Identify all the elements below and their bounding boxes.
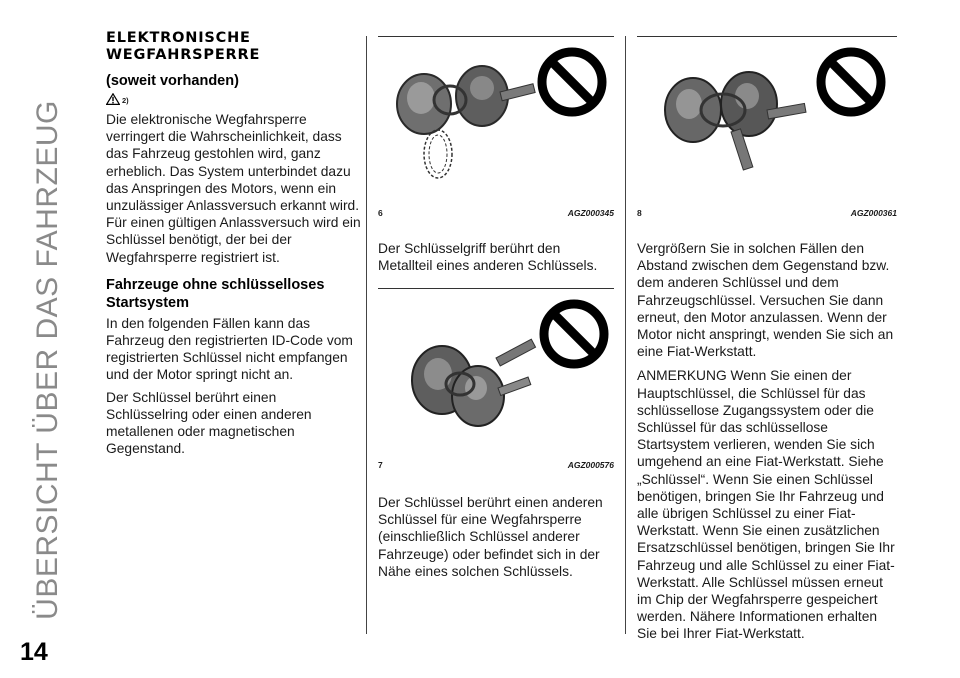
figure-7-text	[378, 494, 614, 587]
figure-number: 7	[378, 460, 383, 470]
paragraph: Der Schlüssel berührt einen Schlüsselring oder einen anderen metallenen oder magnetischen Gegenstand.	[106, 389, 312, 457]
subheading: (soweit vorhanden)	[106, 73, 239, 89]
paragraph: Der Schlüsselgriff berührt den Metallteil eines anderen Schlüssels.	[378, 241, 598, 274]
column-right-text	[637, 240, 899, 650]
figure-6-text	[378, 240, 614, 281]
warning-ref-number: 2)	[122, 96, 129, 105]
section-side-title: ÜBERSICHT ÜBER DAS FAHRZEUG	[31, 100, 64, 620]
figure-top-rule	[378, 36, 614, 37]
paragraph: Der Schlüssel berührt einen anderen Schlüssel für eine Wegfahrsperre (einschließlich Schlüssel anderer Fahrzeuge) oder befindet sich in der Nähe eines solchen Schlüssels.	[378, 495, 603, 579]
heading-line: WEGFAHRSPERRE	[106, 47, 261, 63]
paragraph: Die elektronische Wegfahrsperre verringert die Wahrscheinlichkeit, dass das Fahrzeug gestohlen wird, ganz erheblich. Das System unterbindet dazu das Anspringen des Motors, wenn ein unzulässiger Anlassversuch erkannt wird. Für einen gültigen Anlassversuch wird ein Schlüssel benötigt, der bei der Wegfahrsperre registriert ist.	[106, 112, 361, 265]
figure-caption	[637, 208, 897, 222]
figure-caption	[378, 208, 614, 222]
figure-top-rule	[637, 36, 897, 37]
column-divider	[625, 36, 626, 634]
figure-code: AGZ000576	[567, 460, 614, 470]
warning-triangle-icon	[106, 93, 120, 105]
paragraph: ANMERKUNG Wenn Sie einen der Hauptschlüssel, die Schlüssel für das schlüssellose Zugangssystem oder die Schlüssel für das schlüssellose Startsystem verlieren, wenden Sie sich umgehend an eine Fiat-Werkstatt. Siehe „Schlüssel“. Wenn Sie einen Schlüssel benötigen, bringen Sie Ihr Fahrzeug und alle übrigen Schlüssel zu einer Fiat-Werkstatt. Wenn Sie einen zusätzlichen Ersatzschlüssel benötigen, bringen Sie Ihr Fahrzeug und alle Schlüssel zu einer Fiat-Werkstatt. Alle Schlüssel müssen erneut im Chip der Wegfahrsperre gespeichert werden. Nähere Informationen erhalten Sie bei Ihrer Fiat-Werkstatt.	[637, 368, 895, 642]
figure-caption	[378, 460, 614, 474]
column-divider	[366, 36, 367, 634]
figure-number: 8	[637, 208, 642, 218]
figure-6	[378, 36, 614, 222]
figure-code: AGZ000361	[850, 208, 897, 218]
page-number: 14	[20, 638, 48, 666]
figure-top-rule	[378, 288, 614, 289]
figure-8	[637, 36, 897, 222]
two-keys-illustration	[378, 288, 614, 456]
heading-line: ELEKTRONISCHE	[106, 30, 251, 46]
subheading-keyless: Fahrzeuge ohne schlüsselloses Startsystem	[106, 276, 325, 311]
two-keys-ring-illustration	[637, 36, 897, 204]
figure-number: 6	[378, 208, 383, 218]
figure-7	[378, 288, 614, 474]
column-left	[106, 30, 362, 462]
paragraph: In den folgenden Fällen kann das Fahrzeug den registrierten ID-Code vom registrierten Schlüssel nicht empfangen und der Motor springt nicht an.	[106, 315, 353, 383]
section-heading	[106, 30, 362, 64]
key-ring-illustration	[378, 36, 614, 204]
figure-code: AGZ000345	[567, 208, 614, 218]
paragraph: Vergrößern Sie in solchen Fällen den Abstand zwischen dem Gegenstand bzw. dem anderen Schlüssel und dem Fahrzeugschlüssel. Versuchen Sie dann erneut, den Motor anzulassen. Wenn der Motor nicht anspringt, wenden Sie sich an eine Fiat-Werkstatt.	[637, 241, 894, 360]
warning-reference	[106, 93, 362, 105]
